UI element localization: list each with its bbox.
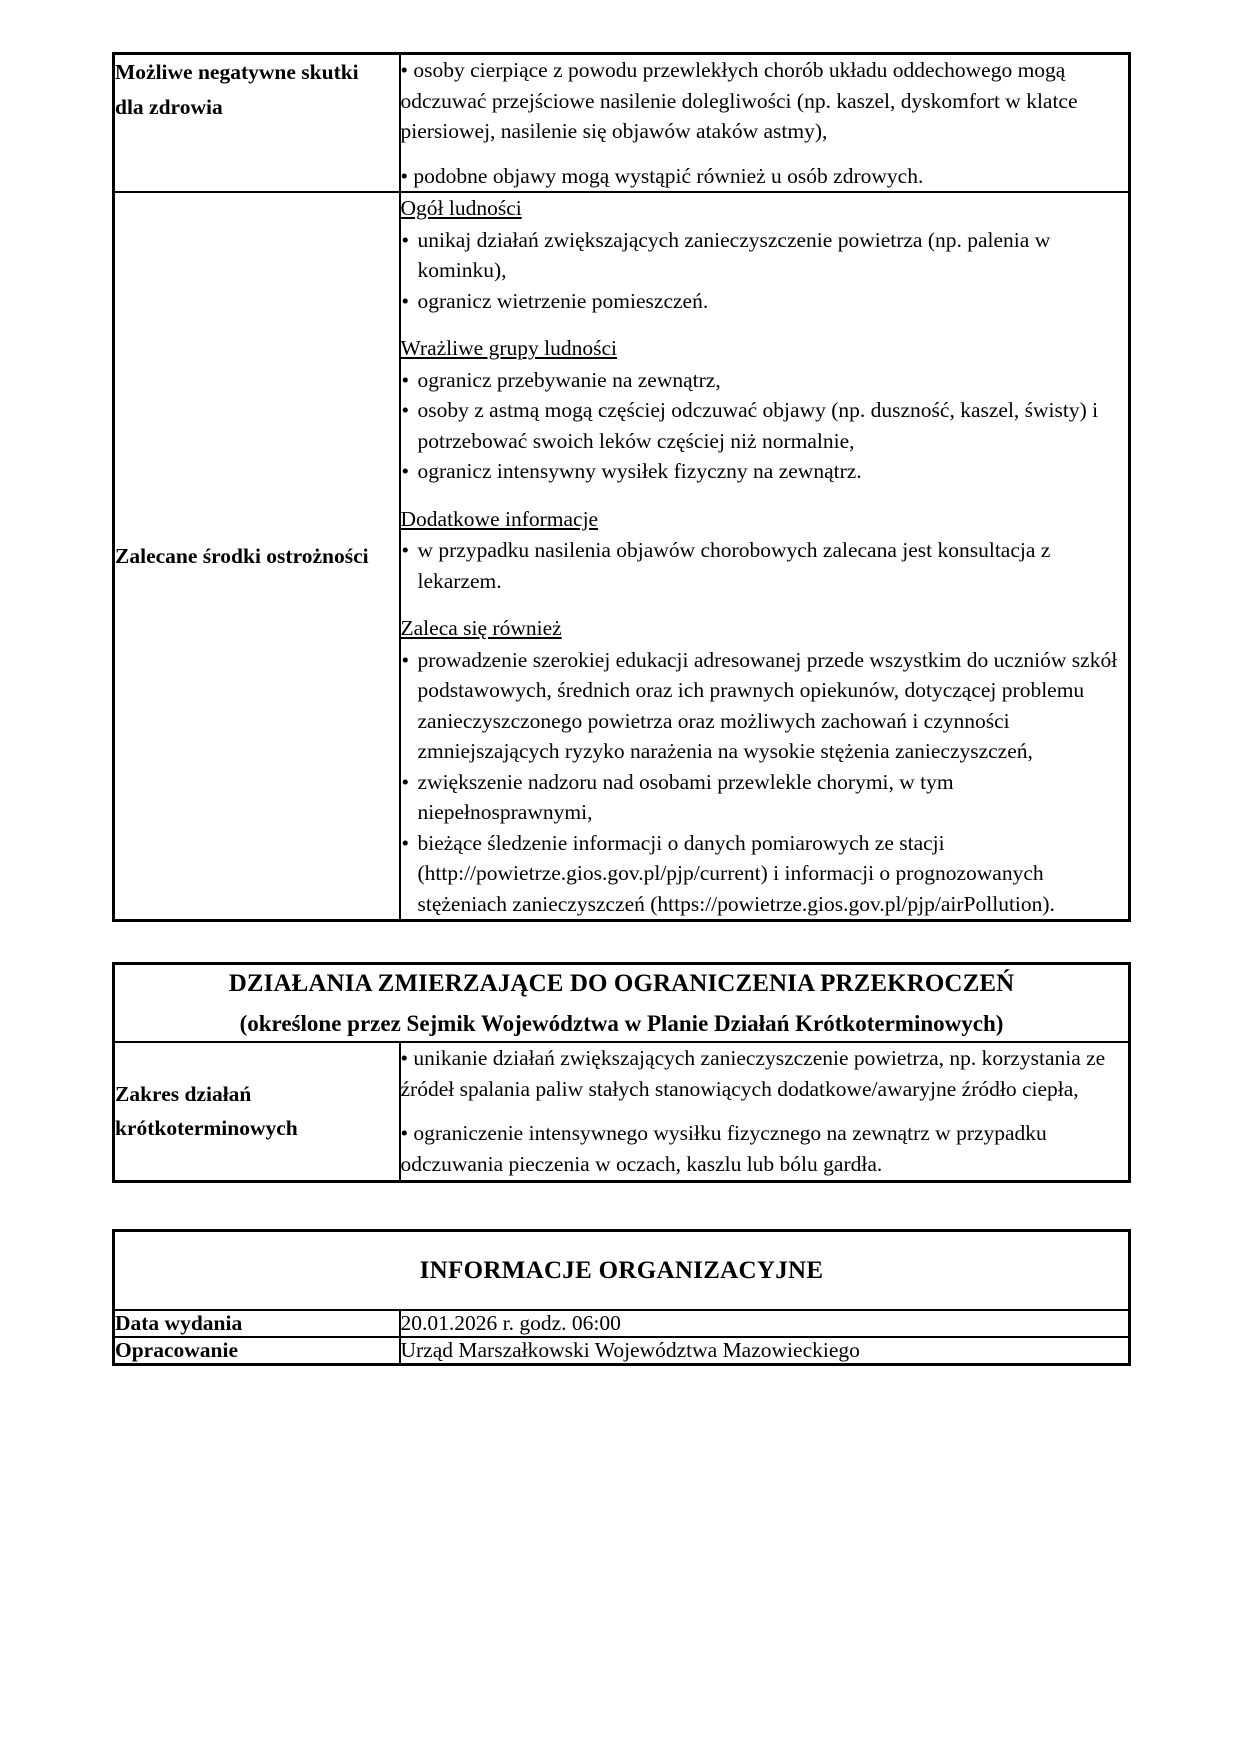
group-heading: Wrażliwe grupy ludności (400, 336, 617, 361)
banner-line-2: (określone przez Sejmik Województwa w Planie Działań Krótkoterminowych) (239, 1011, 1004, 1037)
table-gap (112, 922, 1128, 962)
short-term-actions-table (112, 962, 1131, 1182)
list-item: • osoby z astmą mogą częściej odczuwać objawy (np. duszność, kaszel, świsty) i potrzebować swoich leków częściej niż normalnie, (401, 395, 1129, 456)
table-row (114, 1042, 1130, 1181)
banner-line-1: INFORMACJE ORGANIZACYJNE (419, 1256, 824, 1284)
group-bullet-list (401, 535, 1129, 596)
row-body-actions-scope (400, 1042, 1130, 1181)
table-banner-row (114, 1230, 1130, 1310)
banner-line-1: DZIAŁANIA ZMIERZAJĄCE DO OGRANICZENIA PRZEKROCZEŃ (228, 970, 1015, 998)
list-item: • ogranicz przebywanie na zewnątrz, (401, 365, 1129, 396)
health-effects-table (112, 52, 1131, 922)
paragraph: • osoby cierpiące z powodu przewlekłych chorób układu oddechowego mogą odczuwać przejściowe nasilenie dolegliwości (np. kaszel, dyskomfort w klatce piersiowej, nasilenie się objawów ataków astmy), (400, 58, 1078, 144)
group-heading: Ogół ludności (400, 196, 522, 221)
paragraph: • ograniczenie intensywnego wysiłku fizycznego na zewnątrz w przypadku odczuwania pieczenia w oczach, kaszlu lub bólu gardła. (400, 1121, 1047, 1176)
row-label-line-2: dla zdrowia (115, 94, 223, 119)
row-body-precautions (400, 192, 1130, 921)
info-label-prepared-by: Opracowanie (114, 1337, 400, 1365)
table-row (114, 192, 1130, 921)
table-gap (112, 1183, 1128, 1229)
info-label-issue-date: Data wydania (114, 1310, 400, 1337)
row-label-actions-scope (114, 1042, 400, 1181)
group-heading: Zaleca się również (400, 616, 562, 641)
list-item: • zwiększenie nadzoru nad osobami przewlekle chorymi, w tym niepełnosprawnymi, (401, 767, 1129, 828)
list-item: • unikaj działań zwiększających zanieczyszczenie powietrza (np. palenia w kominku), (401, 225, 1129, 286)
row-body-health-effects (400, 54, 1130, 193)
info-value-issue-date: 20.01.2026 r. godz. 06:00 (400, 1310, 1130, 1337)
paragraph: • unikanie działań zwiększających zanieczyszczenie powietrza, np. korzystania ze źródeł spalania paliw stałych stanowiących dodatkowe/awaryjne źródło ciepła, (400, 1046, 1106, 1101)
table-row (114, 1310, 1130, 1337)
list-item: • w przypadku nasilenia objawów chorobowych zalecana jest konsultacja z lekarzem. (401, 535, 1129, 596)
group-bullet-list (401, 365, 1129, 487)
row-label-line-1: Możliwe negatywne skutki (115, 60, 359, 84)
group-bullet-list (401, 645, 1129, 920)
precaution-group (401, 613, 1129, 919)
group-bullet-list (401, 225, 1129, 317)
organisational-info-table (112, 1229, 1131, 1366)
group-heading: Dodatkowe informacje (400, 506, 599, 531)
table-banner-row (114, 964, 1130, 1043)
paragraph: • podobne objawy mogą wystąpić również u osób zdrowych. (400, 163, 924, 188)
info-banner (114, 1230, 1130, 1310)
list-item: • prowadzenie szerokiej edukacji adresowanej przede wszystkim do uczniów szkół podstawowych, średnich oraz ich prawnych opiekunów, dotyczącej problemu zanieczyszczonego powietrza oraz możliwych zachowań i czynności zmniejszających ryzyko narażenia na wysokie stężenia zanieczyszczeń, (401, 645, 1129, 767)
precaution-group (401, 333, 1129, 487)
row-label-line-2: krótkoterminowych (115, 1116, 298, 1141)
table-row (114, 1337, 1130, 1365)
precaution-group (401, 504, 1129, 597)
list-item: • bieżące śledzenie informacji o danych pomiarowych ze stacji (http://powietrze.gios.gov.pl/pjp/current) i informacji o prognozowanych stężeniach zanieczyszczeń (https://powietrze.gios.gov.pl/pjp/airPollution). (401, 828, 1129, 920)
list-item: • ogranicz intensywny wysiłek fizyczny na zewnątrz. (401, 456, 1129, 487)
precaution-group (401, 193, 1129, 316)
list-item: • ogranicz wietrzenie pomieszczeń. (401, 286, 1129, 317)
table-row (114, 54, 1130, 193)
row-label-line-1: Zakres działań (115, 1081, 252, 1106)
row-label-precautions: Zalecane środki ostrożności (114, 192, 400, 921)
row-label-health-effects (114, 54, 400, 193)
actions-banner (114, 964, 1130, 1043)
info-value-prepared-by: Urząd Marszałkowski Województwa Mazowieckiego (400, 1337, 1130, 1365)
